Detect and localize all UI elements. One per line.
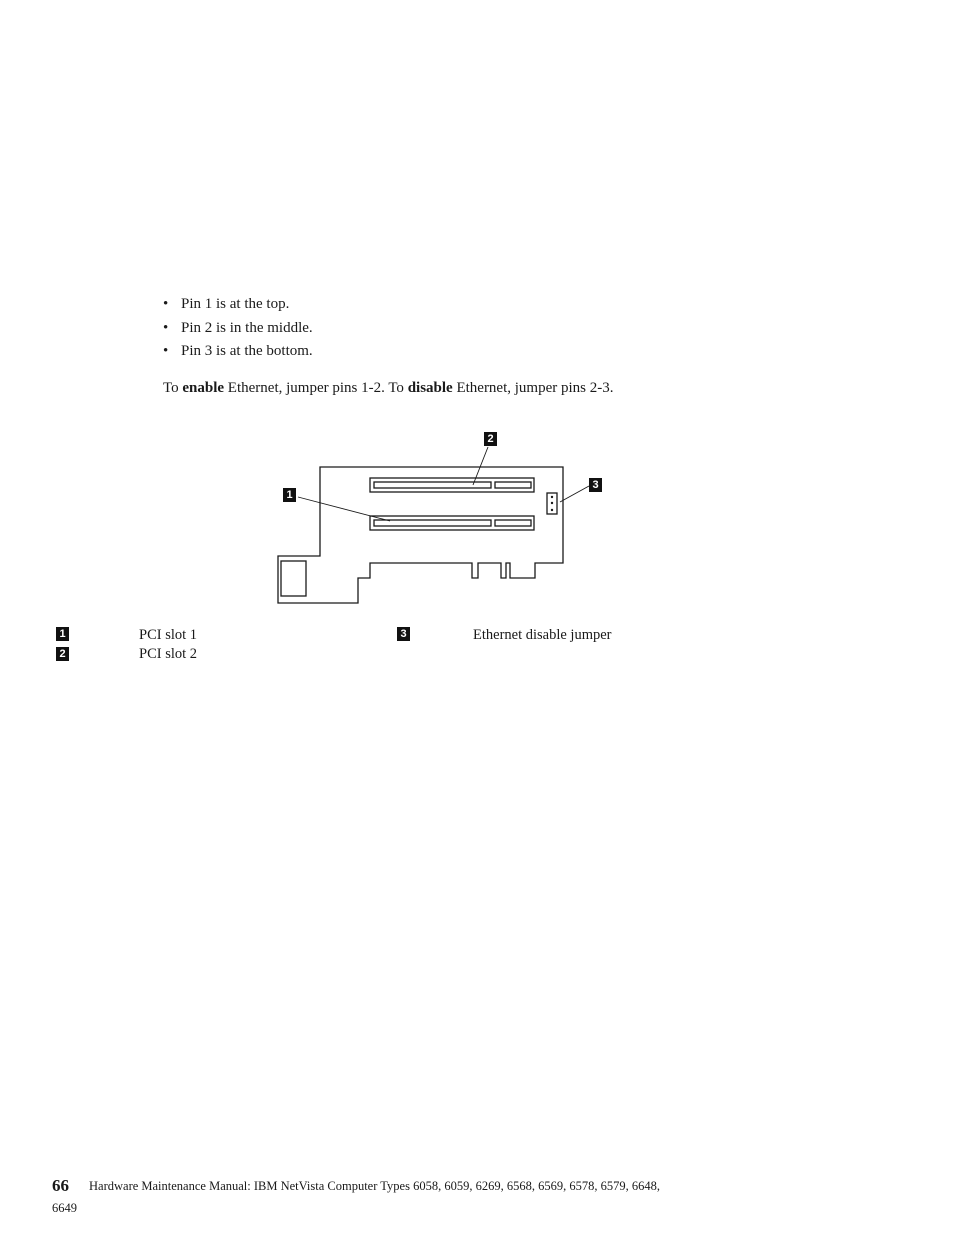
leader-line-3 [560,486,589,502]
footer-title-continuation: 6649 [52,1201,77,1215]
legend-label-ethernet-jumper: Ethernet disable jumper [473,627,612,643]
bullet-item: • Pin 1 is at the top. [163,293,313,317]
riser-card-diagram [270,425,615,615]
leader-line-2 [473,447,488,485]
page-number: 66 [52,1176,69,1195]
legend-number-3: 3 [397,627,410,641]
instruction-text: Ethernet, jumper pins 2-3. [452,380,614,396]
callout-3: 3 [589,478,602,492]
leader-line-1 [298,497,390,521]
bullet-item: • Pin 2 is in the middle. [163,317,313,341]
connector-block [281,561,306,596]
legend-number-2: 2 [56,647,69,661]
riser-card-drawing [270,425,615,610]
callout-1: 1 [283,488,296,502]
legend-label-pci-slot-1: PCI slot 1 [139,627,198,643]
bullet-item: • Pin 3 is at the bottom. [163,340,313,364]
callout-2: 2 [484,432,497,446]
pin-bullet-list [163,293,313,364]
instruction-text: To [163,380,183,396]
legend-number-1: 1 [56,627,69,641]
footer-title: Hardware Maintenance Manual: IBM NetVista Computer Types 6058, 6059, 6269, 6568, 6569, 6578, 6579, 6648, [89,1179,660,1193]
disable-keyword: disable [407,380,453,396]
enable-keyword: enable [182,380,225,396]
legend-label-pci-slot-2: PCI slot 2 [139,646,198,662]
pci-slot-1 [370,516,534,530]
instruction-text: Ethernet, jumper pins 1-2. To [224,380,408,396]
pci-slot-2 [370,478,534,492]
jumper-instruction [163,377,614,399]
